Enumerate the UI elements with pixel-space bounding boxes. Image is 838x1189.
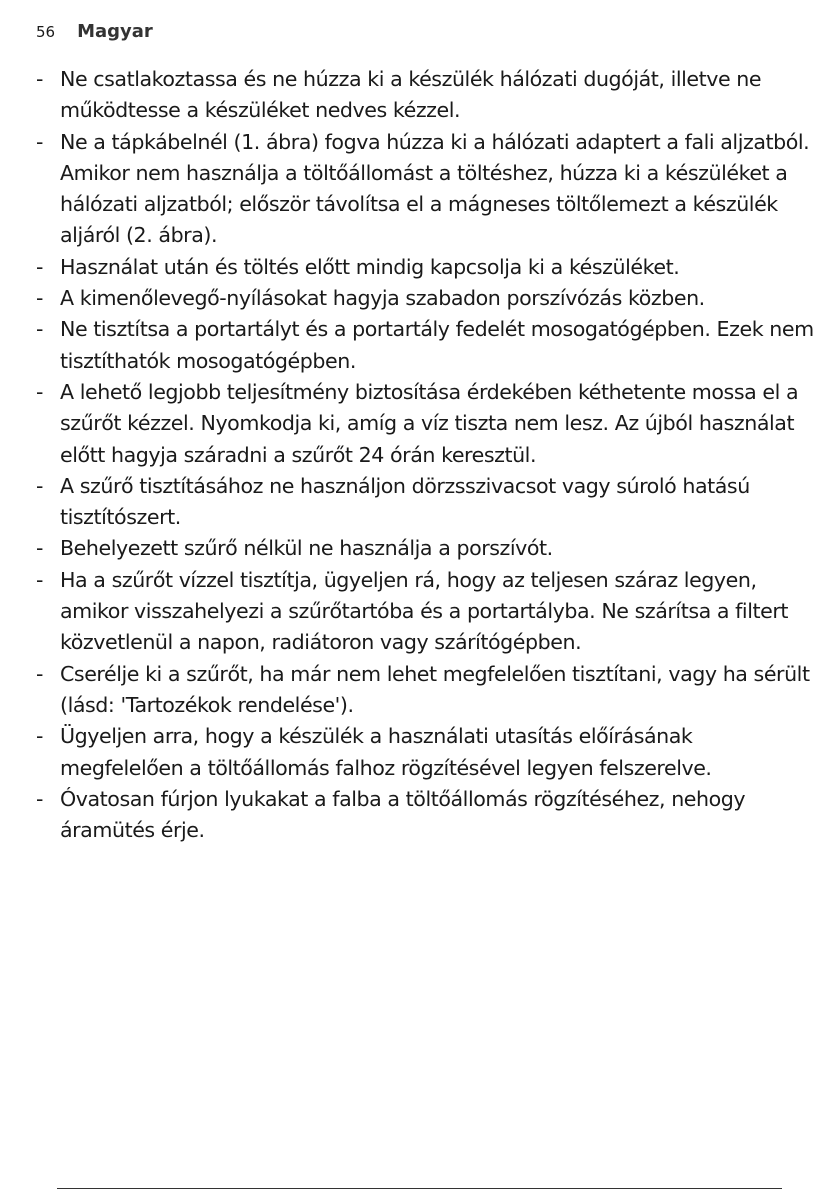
bullet-text: Ügyeljen arra, hogy a készülék a használati utasítás előírásának megfelelően a töltőállomás falhoz rögzítésével legyen felszerelve.	[60, 724, 712, 780]
safety-bullet-list	[36, 64, 814, 846]
dash-marker: -	[36, 724, 43, 749]
dash-marker: -	[36, 67, 43, 91]
dash-marker: -	[36, 286, 43, 311]
bullet-item	[36, 659, 814, 722]
bullet-item	[36, 721, 814, 784]
bullet-item	[36, 64, 814, 127]
bullet-item	[36, 283, 814, 314]
page-number: 56	[36, 23, 56, 41]
bullet-item	[36, 314, 814, 377]
dash-marker: -	[36, 567, 43, 592]
bullet-text: Ne tisztítsa a portartályt és a portartály fedelét mosogatógépben. Ezek nem tisztíthatók mosogatógépben.	[60, 317, 814, 373]
language-heading: Magyar	[77, 21, 153, 42]
bullet-item	[36, 784, 814, 847]
dash-marker: -	[36, 317, 43, 342]
bullet-text: Behelyezett szűrő nélkül ne használja a porszívót.	[60, 536, 553, 561]
bullet-text: Cserélje ki a szűrőt, ha már nem lehet megfelelően tisztítani, vagy ha sérült (lásd: 'Tartozékok rendelése').	[60, 661, 810, 717]
bullet-item	[36, 471, 814, 534]
bullet-item	[36, 127, 814, 252]
dash-marker: -	[36, 129, 43, 154]
bullet-item	[36, 565, 814, 659]
bullet-text: Ne csatlakoztassa és ne húzza ki a készülék hálózati dugóját, illetve ne működtesse a készüléket nedves kézzel.	[60, 67, 762, 123]
bullet-text: Ne a tápkábelnél (1. ábra) fogva húzza ki a hálózati adaptert a fali aljzatból. Amikor nem használja a töltőállomást a töltéshez, húzza ki a készüléket a hálózati aljzatból; először távolítsa el a mágneses töltőlemezt a készülék aljáról (2. ábra).	[60, 129, 810, 248]
bullet-text: Ha a szűrőt vízzel tisztítja, ügyeljen rá, hogy az teljesen száraz legyen, amikor visszahelyezi a szűrőtartóba és a portartályba. Ne szárítsa a filtert közvetlenül a napon, radiátoron vagy szárítógépben.	[60, 567, 788, 655]
dash-marker: -	[36, 661, 43, 686]
bullet-text: A kimenőlevegő-nyílásokat hagyja szabadon porszívózás közben.	[60, 286, 705, 311]
bullet-item	[36, 377, 814, 471]
dash-marker: -	[36, 786, 43, 811]
bullet-item	[36, 252, 814, 283]
bullet-text: Óvatosan fúrjon lyukakat a falba a töltőállomás rögzítéséhez, nehogy áramütés érje.	[60, 786, 746, 843]
bullet-text: A szűrő tisztításához ne használjon dörzsszivacsot vagy súroló hatású tisztítószert.	[60, 473, 750, 530]
dash-marker: -	[36, 254, 43, 279]
page-header	[36, 21, 153, 42]
bullet-text: Használat után és töltés előtt mindig kapcsolja ki a készüléket.	[60, 254, 680, 279]
dash-marker: -	[36, 473, 43, 498]
bullet-item	[36, 533, 814, 564]
bullet-text: A lehető legjobb teljesítmény biztosítása érdekében kéthetente mossa el a szűrőt kézzel. Nyomkodja ki, amíg a víz tiszta nem lesz. Az újból használat előtt hagyja száradni a szűrőt 24 órán keresztül.	[60, 379, 799, 467]
dash-marker: -	[36, 536, 43, 561]
dash-marker: -	[36, 379, 43, 404]
